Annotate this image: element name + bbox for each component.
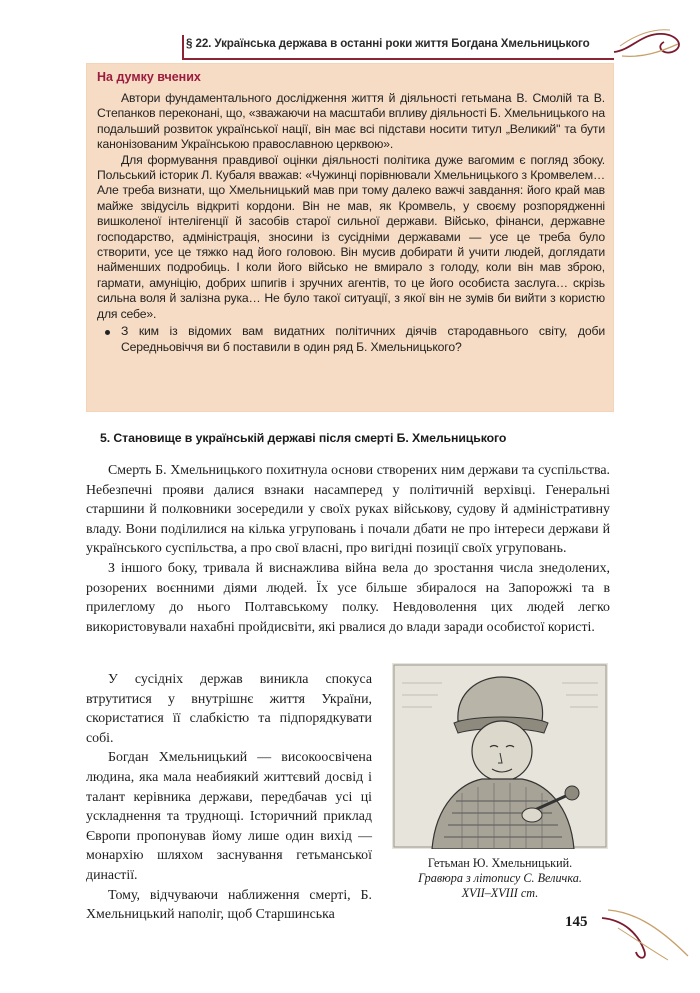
opinion-paragraph: Автори фундаментального дослідження життя й діяльності гетьмана В. Смолій та В. Степанков переконані, що, «зважаючи на масштаби впливу діяльності Б. Хмельницького на подальший розвиток української нації, він має всі підстави носити титул „Великий" та бути канонізованим Українською православною церквою». <box>97 91 605 152</box>
body-paragraph: Смерть Б. Хмельницького похитнула основи створених ним держави та суспільства. Небезпечні прояви далися взнаки насамперед у політичній верхівці. Генеральні старшини й полковники зосередили у своїх руках військову, судову й адміністративну владу. Вони поділилися на кілька угруповань і почали дбати не про інтереси держави й українського суспільства, а про свої власні, про вигідні позиції своїх угруповань. <box>86 463 610 557</box>
section-heading: 5. Становище в українській державі після смерті Б. Хмельницького <box>100 431 507 445</box>
header-divider-line <box>182 58 614 60</box>
caption-source: Гравюра з літопису С. Величка. <box>418 871 582 885</box>
opinion-paragraph: Для формування правдивої оцінки діяльності політика дуже вагомим є погляд збоку. Польський історик Л. Кубаля вважав: «Чужинці порівнювали Хмельницького з Кромвелем… Але треба визнати, що Хмельницький мав при тому далеко важчі завдання: його край мав майже звідусіль відкриті кордони. Він не мав, як Кромвель, у своєму розпорядженні вишколеної інтелігенції й засобів старої сильної держави. Військо, фінанси, державне господарство, адміністрація, зносини із сусідніми державами — усе це треба було створити, усе це тяжко над його головою. Він мусив добирати й учити людей, доглядати найменших подробиць. І коли його військо не вмирало з голоду, коли він мав зброю, гармати, амуніцію, добрих шпигів і зручних агентів, то це його особиста заслуга… скрізь сильна воля й залізна рука… Не було такої ситуації, з якої він не зумів би вийти з користю для себе». <box>97 152 605 321</box>
scholars-opinion-box <box>86 63 614 412</box>
question-item <box>97 324 605 355</box>
question-text: З ким із відомих вам видатних політичних діячів стародавнього світу, доби Середньовіччя ви б поставили в один ряд Б. Хмельницького? <box>121 324 605 354</box>
caption-title: Гетьман Ю. Хмельницький. <box>427 856 573 870</box>
section-running-title: § 22. Українська держава в останні роки життя Богдана Хмельницького <box>186 37 590 50</box>
main-text-block <box>86 461 610 637</box>
page-number: 145 <box>565 914 588 930</box>
hetman-portrait-engraving <box>392 663 608 849</box>
opinion-box-text <box>97 91 605 355</box>
bullet-icon <box>105 330 110 335</box>
body-paragraph: Тому, відчуваючи наближення смерті, Б. Хмельницький наполіг, щоб Старшинська <box>86 887 372 923</box>
portrait-caption <box>392 856 608 901</box>
page-header <box>186 31 616 63</box>
header-divider-vertical <box>182 35 184 59</box>
body-paragraph: У сусідніх держав виникла спокуса втрутитися у внутрішнє життя України, скористатися її слабкістю та підпорядкувати собі. <box>86 672 372 746</box>
decorative-flourish-bottom-icon <box>598 898 694 962</box>
decorative-flourish-top-icon <box>612 22 692 66</box>
caption-date: XVII–XVIII ст. <box>461 886 539 900</box>
body-paragraph: Богдан Хмельницький — високоосвічена людина, яка мала неабиякий життєвий досвід і талант керівника держави, передбачав усі ці ускладнення та труднощі. Історичний приклад Європи пропонував йому лише один вихід — монархію шляхом заснування гетьманської династії. <box>86 750 372 883</box>
body-paragraph: З іншого боку, тривала й виснажлива війна вела до зростання числа знедолених, розорених воєнними діями людей. Їх усе більше збиралося на Запорожжі та в прилеглому до нього Полтавському полку. Невдоволення цих людей легко використовували нахабні пройдисвіти, які рвалися до влади заради особистої користі. <box>86 560 610 635</box>
opinion-box-title: На думку вчених <box>97 70 201 84</box>
side-text-block <box>86 670 372 925</box>
